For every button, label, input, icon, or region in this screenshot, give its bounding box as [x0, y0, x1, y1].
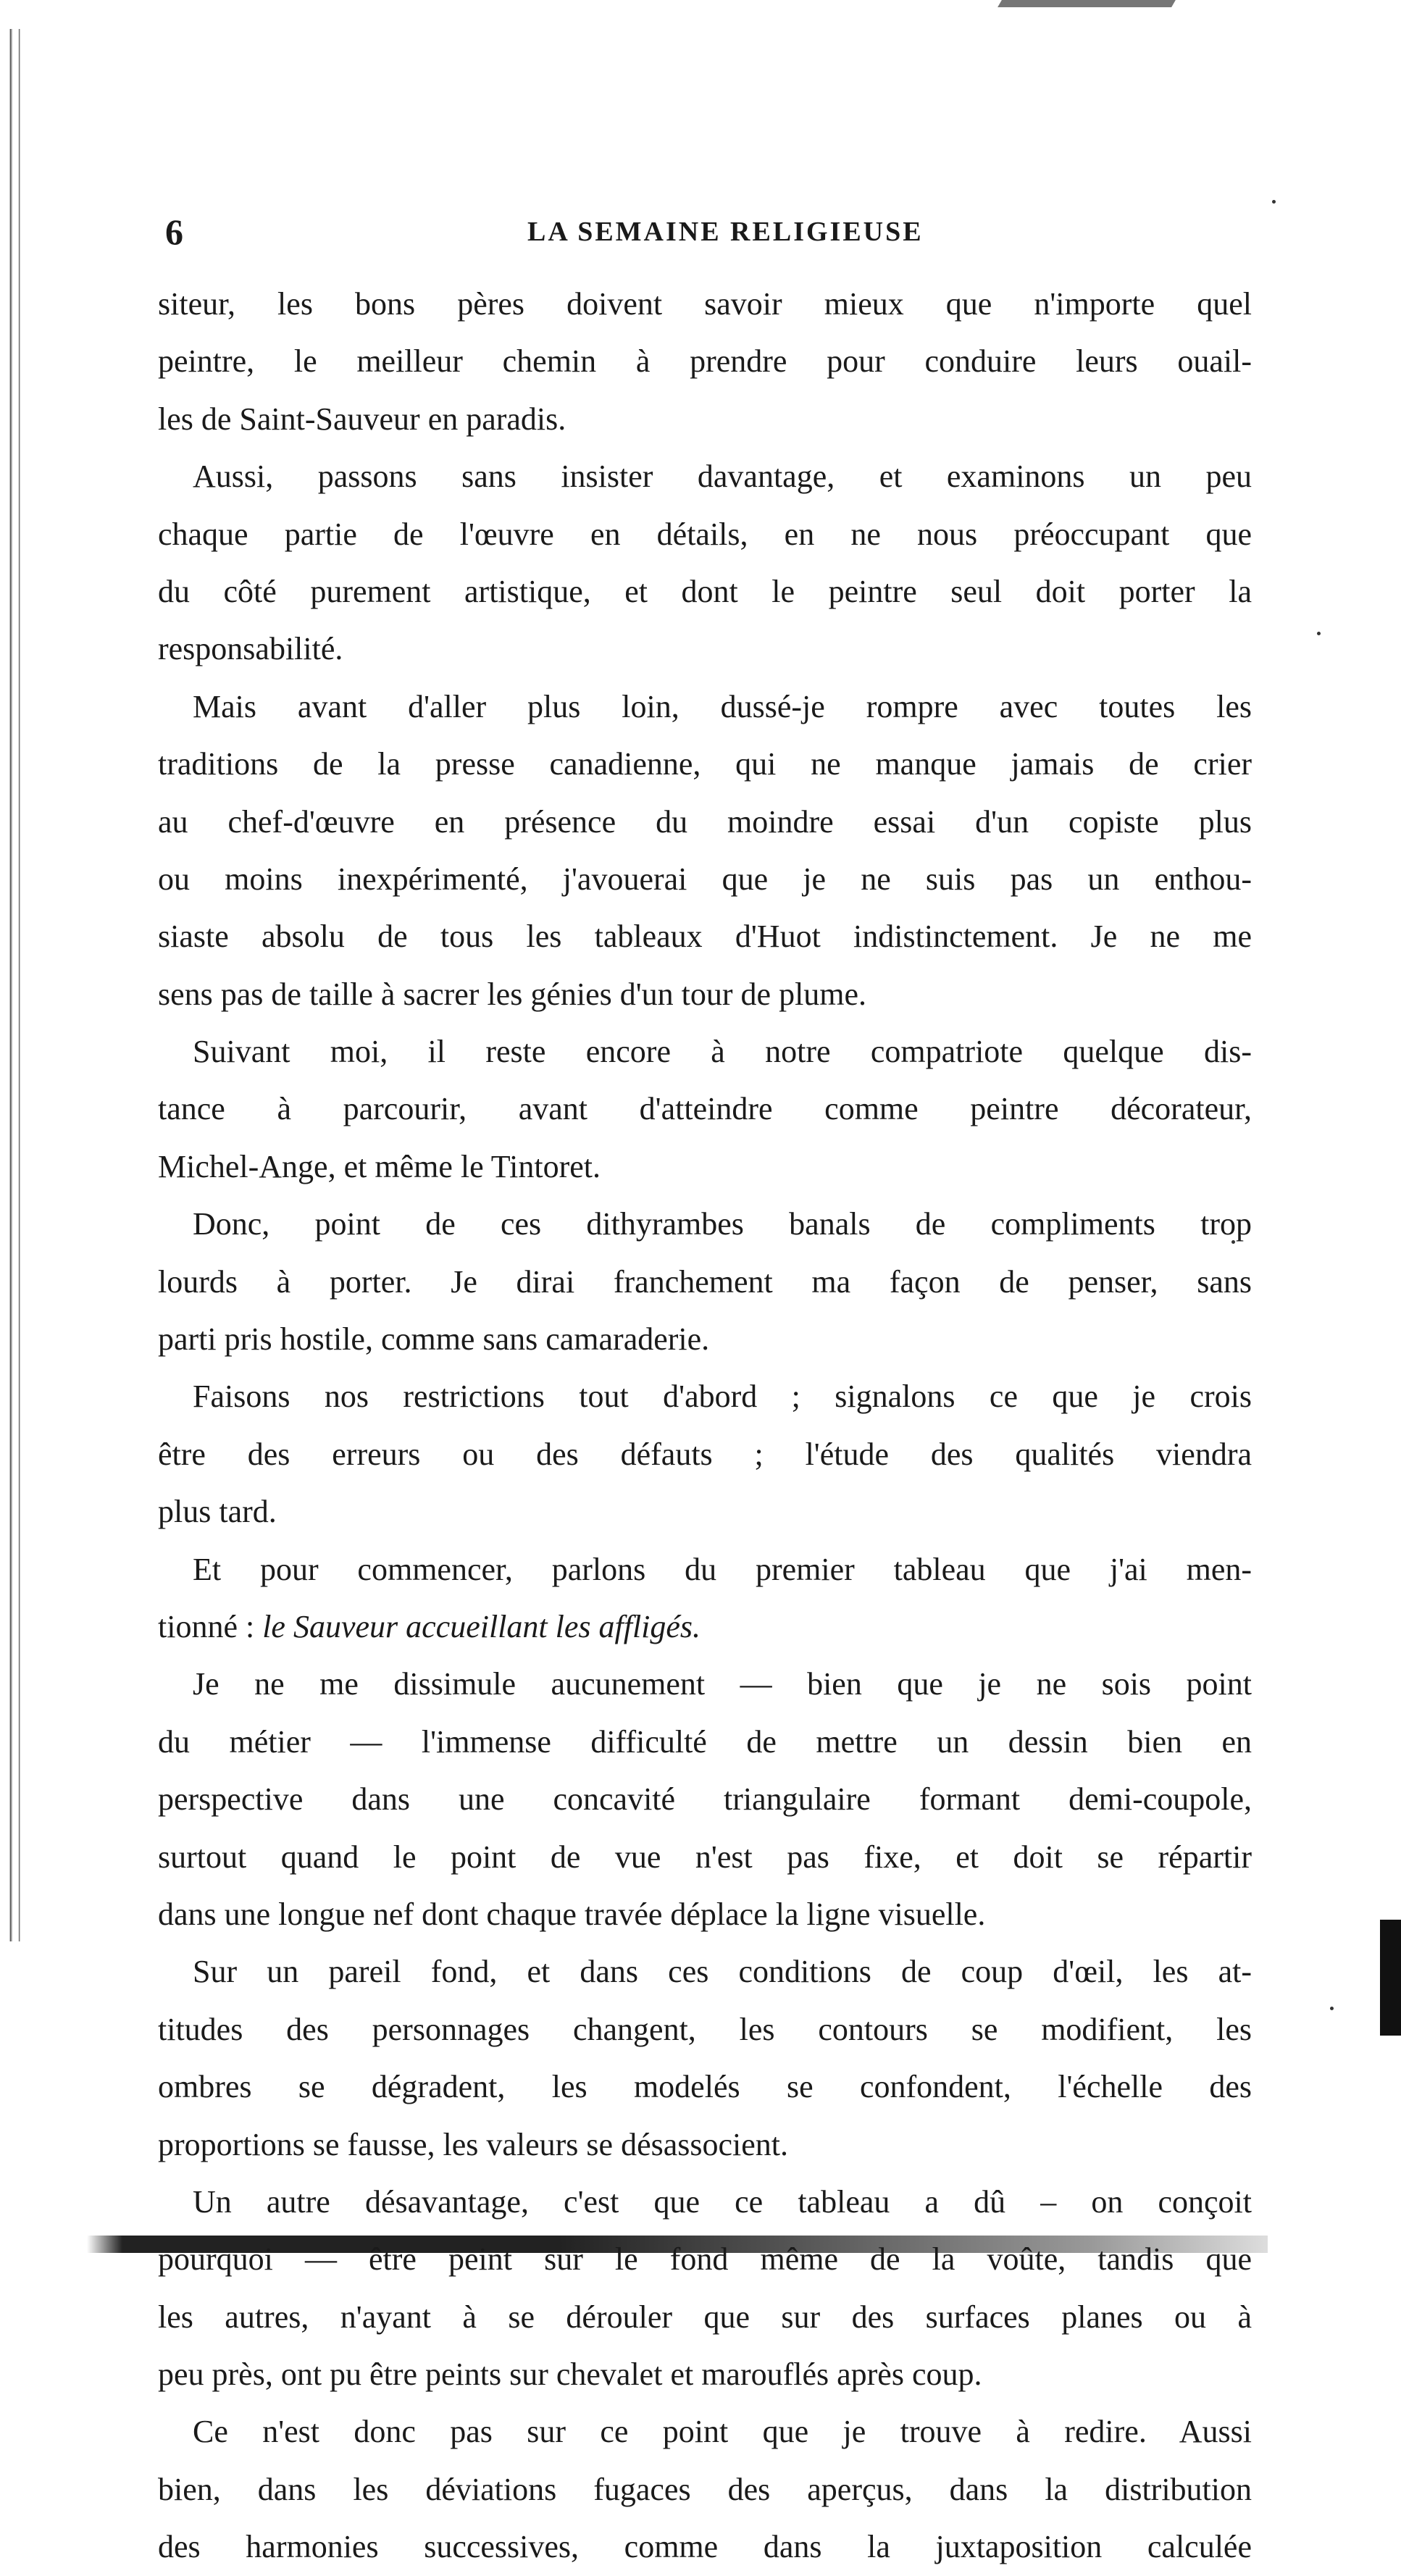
text-line: tance à parcourir, avant d'atteindre comme peintre décorateur, [158, 1091, 1252, 1127]
text-line: Aussi, passons sans insister davantage, et examinons un peu [193, 459, 1252, 495]
text-line: siaste absolu de tous les tableaux d'Huot indistinctement. Je ne me [158, 919, 1252, 955]
text-line: Donc, point de ces dithyrambes banals de compliments trop [193, 1206, 1252, 1242]
text-line: dans une longue nef dont chaque travée déplace la ligne visuelle. [158, 1896, 986, 1932]
text-line: pourquoi — être peint sur le fond même de la voûte, tandis que [158, 2241, 1252, 2278]
text-line: Suivant moi, il reste encore à notre compatriote quelque dis- [193, 1034, 1252, 1070]
text-line: les autres, n'ayant à se dérouler que sur des surfaces planes ou à [158, 2299, 1252, 2335]
page-number: 6 [165, 212, 183, 252]
text-line: Un autre désavantage, c'est que ce tableau a dû – on conçoit [193, 2183, 1252, 2220]
text-line [158, 1598, 1252, 1655]
scan-artifact-top [998, 0, 1176, 7]
scan-speck [1317, 632, 1321, 635]
text-line: surtout quand le point de vue n'est pas fixe, et doit se répartir [158, 1839, 1252, 1875]
text-fragment: tionné : [158, 1608, 263, 1644]
text-line: Et pour commencer, parlons du premier tableau que j'ai men- [193, 1551, 1252, 1587]
text-line: Faisons nos restrictions tout d'abord ; signalons ce que je crois [193, 1379, 1252, 1415]
text-line: lourds à porter. Je dirai franchement ma façon de penser, sans [158, 1263, 1252, 1300]
text-line: Ce n'est donc pas sur ce point que je trouve à redire. Aussi [193, 2414, 1252, 2450]
text-line: des harmonies successives, comme dans la juxtaposition calculée [158, 2529, 1252, 2565]
painting-title: le Sauveur accueillant les affligés. [262, 1608, 701, 1644]
text-line: chaque partie de l'œuvre en détails, en ne nous préoccupant que [158, 516, 1252, 552]
running-title: LA SEMAINE RELIGIEUSE [527, 217, 924, 247]
text-line: ombres se dégradent, les modelés se confondent, l'échelle des [158, 2069, 1252, 2105]
text-line: Michel-Ange, et même le Tintoret. [158, 1148, 601, 1184]
text-line: perspective dans une concavité triangulaire formant demi-coupole, [158, 1781, 1252, 1818]
text-line: responsabilité. [158, 631, 343, 667]
text-line: Je ne me dissimule aucunement — bien que je ne sois point [193, 1666, 1252, 1702]
text-line: les de Saint-Sauveur en paradis. [158, 401, 566, 437]
scan-speck [1330, 2007, 1334, 2010]
text-line: peintre, le meilleur chemin à prendre pour conduire leurs ouail- [158, 343, 1252, 380]
text-line: ou moins inexpérimenté, j'avouerai que je ne suis pas un enthou- [158, 861, 1252, 897]
text-line: Sur un pareil fond, et dans ces conditions de coup d'œil, les at- [193, 1954, 1252, 1990]
text-line: du côté purement artistique, et dont le peintre seul doit porter la [158, 573, 1252, 609]
text-line: au chef-d'œuvre en présence du moindre essai d'un copiste plus [158, 803, 1252, 840]
text-line: Mais avant d'aller plus loin, dussé-je rompre avec toutes les [193, 688, 1252, 724]
scan-speck [1272, 200, 1276, 204]
text-line: plus tard. [158, 1494, 277, 1530]
text-line: être des erreurs ou des défauts ; l'étude des qualités viendra [158, 1436, 1252, 1472]
text-line: titudes des personnages changent, les contours se modifient, les [158, 2011, 1252, 2047]
text-line: sens pas de taille à sacrer les génies d'un tour de plume. [158, 976, 867, 1012]
text-line: siteur, les bons pères doivent savoir mieux que n'importe quel [158, 286, 1252, 322]
text-line: bien, dans les déviations fugaces des aperçus, dans la distribution [158, 2471, 1252, 2507]
body-text [158, 275, 1252, 2576]
text-line: traditions de la presse canadienne, qui ne manque jamais de crier [158, 746, 1252, 782]
text-line: peu près, ont pu être peints sur chevalet et marouflés après coup. [158, 2357, 982, 2393]
text-line: proportions se fausse, les valeurs se désassocient. [158, 2126, 789, 2162]
scan-binding-edge [0, 29, 32, 1941]
scan-artifact-right [1380, 1920, 1401, 2036]
text-line: parti pris hostile, comme sans camaraderie. [158, 1321, 710, 1358]
text-line: du métier — l'immense difficulté de mettre un dessin bien en [158, 1723, 1252, 1760]
page-header [165, 210, 1252, 254]
